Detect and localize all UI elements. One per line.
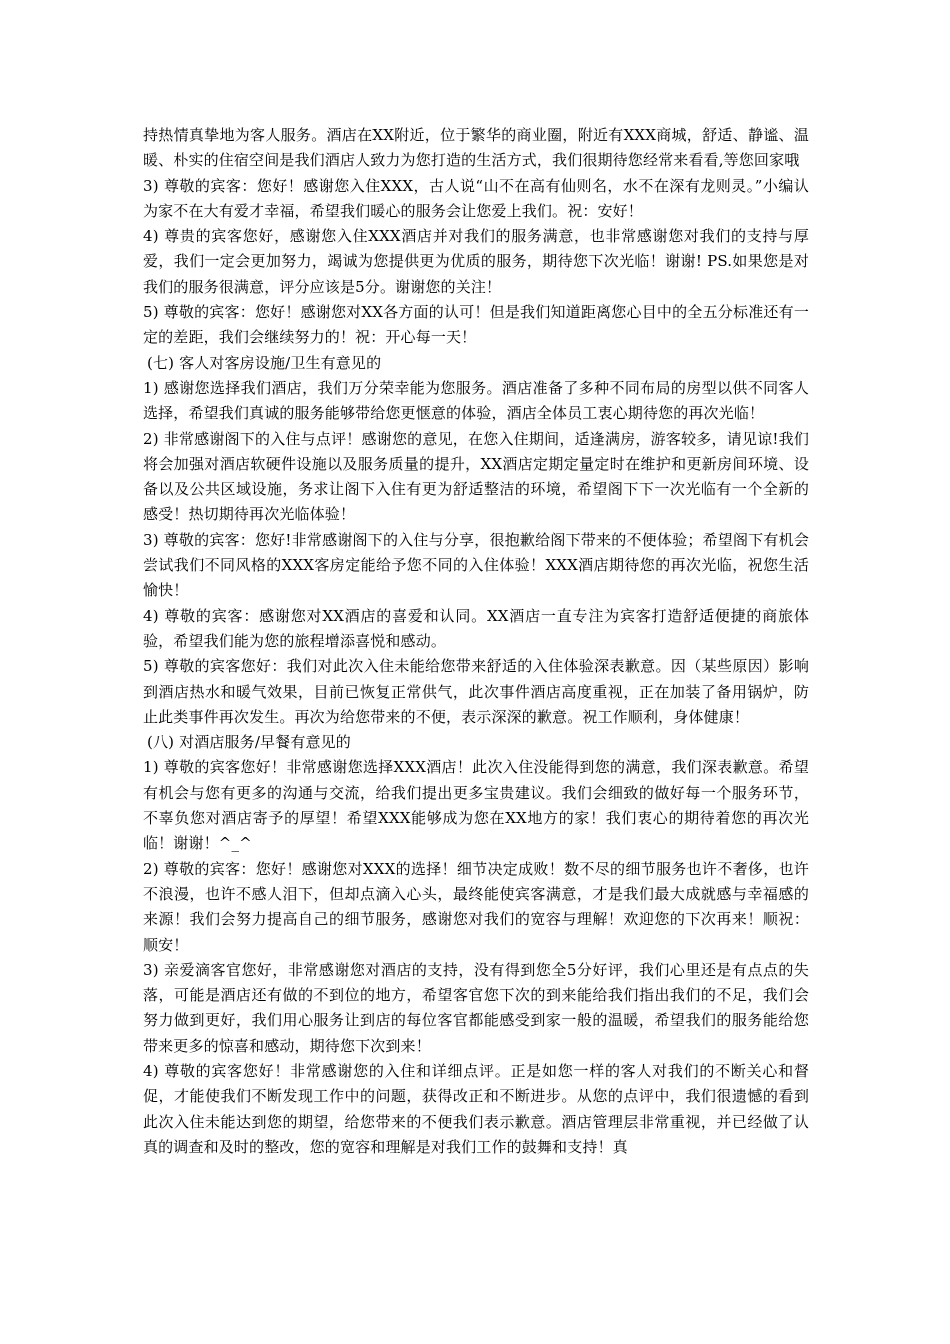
section-heading-8: (八) 对酒店服务/早餐有意见的 [147,733,351,752]
paragraph-7-5: 5) 尊敬的宾客您好：我们对此次入住未能给您带来舒适的入住体验深表歉意。因（某些原因）影响到酒店热水和暖气效果，目前已恢复正常供气，此次事件酒店高度重视，正在加装了备用锅炉，防止此类事件再次发生。再次为给您带来的不便，表示深深的歉意。祝工作顺利，身体健康！ [143,657,809,726]
paragraph-7-4: 4) 尊敬的宾客：感谢您对XX酒店的喜爱和认同。XX酒店一直专注为宾客打造舒适便捷的商旅体验，希望我们能为您的旅程增添喜悦和感动。 [143,606,809,650]
paragraph-6-4: 4) 尊贵的宾客您好，感谢您入住XXX酒店并对我们的服务满意，也非常感谢您对我们的支持与厚爱，我们一定会更加努力，竭诚为您提供更为优质的服务，期待您下次光临！谢谢! PS.如果您是对我们的服务很满意，评分应该是5分。谢谢您的关注！ [143,227,809,296]
paragraph-8-1: 1) 尊敬的宾客您好！非常感谢您选择XXX酒店！此次入住没能得到您的满意，我们深表歉意。希望有机会与您有更多的沟通与交流，给我们提出更多宝贵建议。我们会细致的做好每一个服务环节，不辜负您对酒店寄予的厚望！希望XXX能够成为您在XX地方的家！我们衷心的期待着您的再次光临！谢谢！^_^ [143,758,809,853]
paragraph-6-5: 5) 尊敬的宾客：您好！感谢您对XX各方面的认可！但是我们知道距离您心目中的全五分标准还有一定的差距，我们会继续努力的！祝：开心每一天！ [143,303,809,347]
paragraph-7-2: 2) 非常感谢阁下的入住与点评！感谢您的意见，在您入住期间，适逢满房，游客较多，请见谅!我们将会加强对酒店软硬件设施以及服务质量的提升，XX酒店定期定量定时在维护和更新房间环境、设备以及公共区域设施，务求让阁下入住有更为舒适整洁的环境，希望阁下下一次光临有一个全新的感受！热切期待再次光临体验！ [143,429,809,524]
section-heading-7: (七) 客人对客房设施/卫生有意见的 [147,353,382,372]
paragraph-7-1: 1) 感谢您选择我们酒店，我们万分荣幸能为您服务。酒店准备了多种不同布局的房型以供不同客人选择，希望我们真诚的服务能够带给您更惬意的体验，酒店全体员工衷心期待您的再次光临！ [143,378,809,423]
paragraph-8-3: 3) 亲爱滴客官您好，非常感谢您对酒店的支持，没有得到您全5分好评，我们心里还是有点点的失落，可能是酒店还有做的不到位的地方，希望客官您下次的到来能给我们指出我们的不足，我们会努力做到更好，我们用心服务让到店的每位客官都能感受到家一般的温暖，希望我们的服务能给您带来更多的惊喜和感动，期待您下次到来！ [143,960,809,1055]
paragraph-6-3: 3) 尊敬的宾客：您好！感谢您入住XXX，古人说“山不在高有仙则名，水不在深有龙则灵。”小编认为家不在大有爱才幸福，希望我们暖心的服务会让您爱上我们。祝：安好！ [143,176,809,220]
paragraph-7-3: 3) 尊敬的宾客：您好!非常感谢阁下的入住与分享，很抱歉给阁下带来的不便体验；希望阁下有机会尝试我们不同风格的XXX客房定能给予您不同的入住体验！XXX酒店期待您的再次光临，祝您生活愉快！ [143,530,809,600]
paragraph-intro-continued: 持热情真挚地为客人服务。酒店在XX附近，位于繁华的商业圈，附近有XXX商城，舒适、静谧、温暖、朴实的住宿空间是我们酒店人致力为您打造的生活方式，我们很期待您经常来看看,等您回家哦 [143,126,809,170]
document-body [143,123,809,1160]
paragraph-8-4: 4) 尊敬的宾客您好！非常感谢您的入住和详细点评。正是如您一样的客人对我们的不断关心和督促，才能使我们不断发现工作中的问题，获得改正和不断进步。从您的点评中，我们很遗憾的看到此次入住未能达到您的期望，给您带来的不便我们表示歉意。酒店管理层非常重视，并已经做了认真的调查和及时的整改，您的宽容和理解是对我们工作的鼓舞和支持！真 [143,1061,809,1156]
paragraph-8-2: 2) 尊敬的宾客：您好！感谢您对XXX的选择！细节决定成败！数不尽的细节服务也许不奢侈，也许不浪漫，也许不感人泪下，但却点滴入心头，最终能使宾客满意，才是我们最大成就感与幸福感的来源！我们会努力提高自己的细节服务，感谢您对我们的宽容与理解！欢迎您的下次再来！顺祝：顺安！ [143,859,809,954]
